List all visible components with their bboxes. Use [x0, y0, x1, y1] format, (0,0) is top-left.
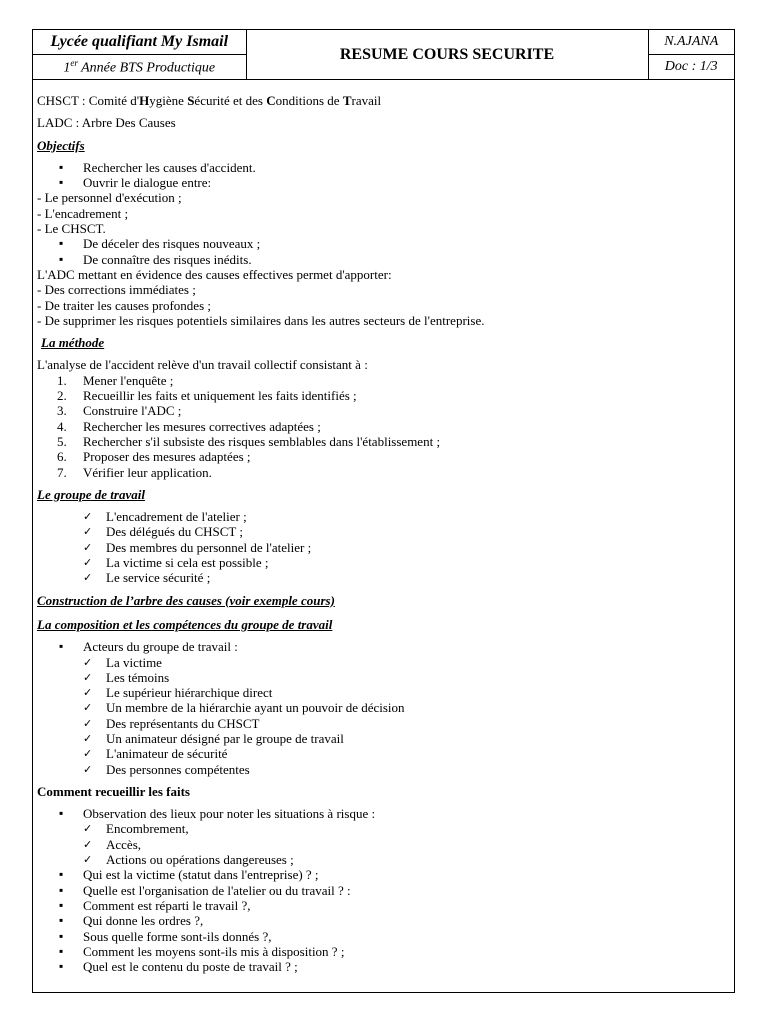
list-item: ▪ Qui est la victime (statut dans l'entreprise) ? ; [37, 867, 730, 882]
step-item [37, 403, 730, 418]
list-item: ✓ Un membre de la hiérarchie ayant un pouvoir de décision [37, 700, 730, 715]
objectifs-heading: Objectifs [37, 137, 85, 153]
chsct-word: Comité d' [88, 93, 140, 108]
step-number: 6. [57, 449, 67, 465]
list-item: ▪ Qui donne les ordres ?, [37, 913, 730, 928]
step-text: Construire l'ADC ; [83, 403, 182, 419]
list-item: ▪ Quel est le contenu du poste de travail ? ; [37, 959, 730, 974]
chsct-initial: H [139, 93, 150, 108]
list-item: ▪ Sous quelle forme sont-ils donnés ?, [37, 929, 730, 944]
list-item: ▪ De déceler des risques nouveaux ; [37, 236, 730, 251]
methode-intro: L'analyse de l'accident relève d'un travail collectif consistant à : [37, 357, 368, 373]
step-text: Vérifier leur application. [83, 464, 212, 480]
list-item: ✓ Encombrement, [37, 821, 730, 836]
list-item: ✓ Un animateur désigné par le groupe de travail [37, 731, 730, 746]
school-name: Lycée qualifiant My Ismail [33, 30, 246, 55]
chsct-word: ravail [351, 93, 382, 108]
step-number: 2. [57, 388, 67, 404]
groupe-heading: Le groupe de travail [37, 486, 145, 502]
dash-item: - De traiter les causes profondes ; [37, 297, 211, 313]
step-item [37, 434, 730, 449]
step-item [37, 449, 730, 464]
dash-item: - L'encadrement ; [37, 205, 129, 221]
chsct-initial: T [342, 93, 352, 108]
dash-item: - Des corrections immédiates ; [37, 282, 196, 298]
list-item: ✓ La victime si cela est possible ; [37, 555, 730, 570]
list-item: ▪ Quelle est l'organisation de l'atelier ou du travail ? : [37, 883, 730, 898]
objectifs-dash-list-1 [37, 190, 730, 236]
step-text: Proposer des mesures adaptées ; [83, 449, 251, 465]
list-item: ✓ Accès, [37, 837, 730, 852]
list-item: ✓ L'encadrement de l'atelier ; [37, 509, 730, 524]
chsct-word: onditions de [275, 93, 343, 108]
document-title: RESUME COURS SECURITE [246, 30, 648, 80]
faits-lead [37, 806, 730, 821]
list-item: ✓ Des personnes compétentes [37, 762, 730, 777]
composition-lead-item: ▪ Acteurs du groupe de travail : [37, 639, 730, 654]
ladc-definition: LADC : Arbre Des Causes [37, 115, 176, 131]
step-number: 7. [57, 464, 67, 480]
list-item: ✓ Le service sécurité ; [37, 570, 730, 585]
list-item: ✓ Les témoins [37, 670, 730, 685]
composition-heading: La composition et les compétences du groupe de travail [37, 616, 333, 632]
step-item [37, 373, 730, 388]
chsct-word: écurité et des [194, 93, 267, 108]
step-number: 4. [57, 418, 67, 434]
list-item: ✓ Des représentants du CHSCT [37, 716, 730, 731]
step-number: 3. [57, 403, 67, 419]
author-name: N.AJANA [648, 30, 734, 55]
chsct-expansion [89, 93, 381, 108]
faits-checks [37, 821, 730, 867]
faits-heading: Comment recueillir les faits [37, 783, 190, 799]
dash-item: - De supprimer les risques potentiels similaires dans les autres secteurs de l'entreprise. [37, 312, 485, 328]
list-item: ✓ Des délégués du CHSCT ; [37, 524, 730, 539]
dash-item: - Le CHSCT. [37, 221, 106, 237]
class-level [33, 55, 246, 80]
step-item [37, 419, 730, 434]
document-body [33, 86, 734, 992]
class-rest: Année BTS Productique [77, 60, 216, 76]
list-item: ✓ Le supérieur hiérarchique direct [37, 685, 730, 700]
step-text: Mener l'enquête ; [83, 372, 174, 388]
list-item: ✓ L'animateur de sécurité [37, 746, 730, 761]
adc-intro: L'ADC mettant en évidence des causes effectives permet d'apporter: [37, 266, 392, 282]
list-item: ✓ Actions ou opérations dangereuses ; [37, 852, 730, 867]
step-text: Recueillir les faits et uniquement les faits identifiés ; [83, 388, 357, 404]
objectifs-list-2 [37, 236, 730, 267]
composition-lead [37, 639, 730, 654]
step-text: Rechercher les mesures correctives adaptées ; [83, 418, 321, 434]
chsct-initial: C [266, 93, 276, 108]
list-item: ▪ Comment les moyens sont-ils mis à disposition ? ; [37, 944, 730, 959]
chsct-definition [37, 93, 730, 108]
methode-heading: La méthode [41, 335, 105, 351]
chsct-prefix: CHSCT : [37, 93, 89, 108]
step-item [37, 465, 730, 480]
class-year: 1 [63, 60, 71, 76]
list-item: ✓ La victime [37, 655, 730, 670]
construction-heading: Construction de l’arbre des causes (voir exemple cours) [37, 592, 335, 608]
methode-steps [37, 373, 730, 480]
header-table [33, 30, 734, 80]
step-number: 5. [57, 433, 67, 449]
list-item: ▪ Rechercher les causes d'accident. [37, 160, 730, 175]
faits-lead-item: ▪ Observation des lieux pour noter les situations à risque : [37, 806, 730, 821]
list-item: ✓ Des membres du personnel de l'atelier ; [37, 540, 730, 555]
list-item: ▪ Comment est réparti le travail ?, [37, 898, 730, 913]
dash-item: - Le personnel d'exécution ; [37, 190, 182, 206]
groupe-list [37, 509, 730, 585]
objectifs-dash-list-2 [37, 282, 730, 328]
step-text: Rechercher s'il subsiste des risques semblables dans l'établissement ; [83, 433, 441, 449]
step-number: 1. [57, 372, 67, 388]
objectifs-list-1 [37, 160, 730, 191]
chsct-word: ygiène [149, 93, 188, 108]
list-item: ▪ Ouvrir le dialogue entre: [37, 175, 730, 190]
chsct-initial: S [187, 93, 195, 108]
faits-questions [37, 867, 730, 974]
list-item: ▪ De connaître des risques inédits. [37, 252, 730, 267]
document-frame [32, 29, 735, 993]
doc-number: Doc : 1/3 [648, 55, 734, 80]
class-sup: er [70, 57, 78, 68]
composition-list [37, 655, 730, 777]
step-item [37, 388, 730, 403]
